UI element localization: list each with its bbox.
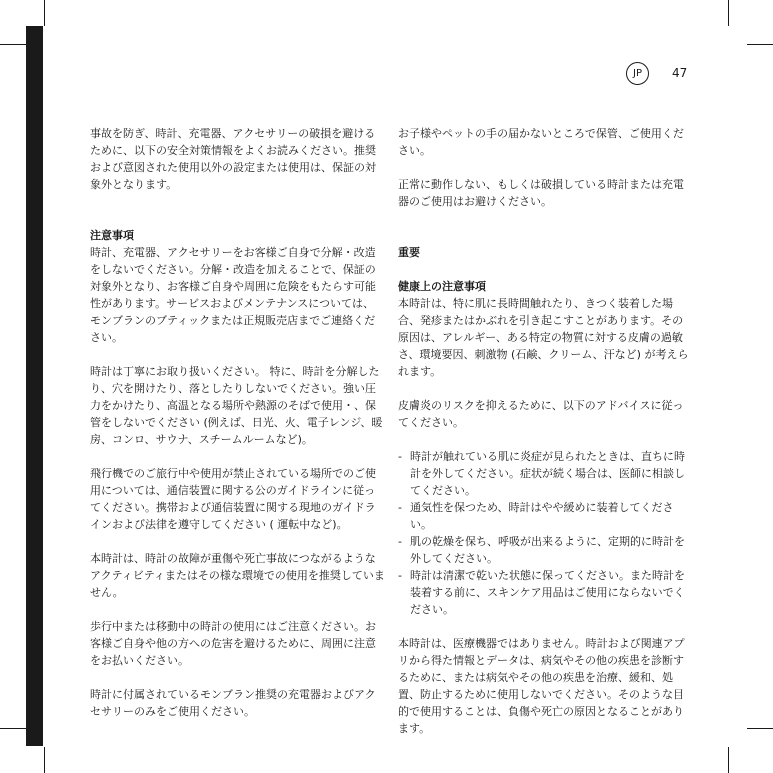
crop-mark-bottom-left-h [0,728,26,729]
spine-bar [26,26,43,746]
crop-mark-top-left-h [0,44,26,45]
caution-heading: 注意事項 [90,229,134,242]
caution-paragraph-3: 飛行機でのご旅行中や使用が禁止されている場所でのご使用については、通信装置に関する公のガイドラインに従ってください。携帯および通信装置に関する現地のガイドラインおよび法律を遵守してください ( 運転中など)。 [90,467,376,531]
crop-mark-top-right-h [747,44,773,45]
right-column [398,125,693,737]
health-paragraph-2: 皮膚炎のリスクを抑えるために、以下のアドバイスに従ってください。 [398,399,684,429]
caution-paragraph-4: 本時計は、時計の故障が重傷や死亡事故につながるようなアクティビティまたはその様な環境での使用を推奨していません。 [90,552,385,599]
medical-paragraph: 本時計は、医療機器ではありません。時計および関連アプリから得た情報とデータは、病気やその他の疾患を診断するために、または病気やその他の疾患を治療、緩和、処置、防止するために使用しないでください。そのような目的で使用することは、負傷や死亡の原因となることがあります。 [398,637,685,735]
important-heading: 重要 [398,246,420,259]
storage-paragraph: お子様やペットの手の届かないところで保管、ご使用ください。 [398,127,684,157]
caution-paragraph-6: 時計に付属されているモンブラン推奨の充電器およびアクセサリーのみをご使用ください。 [90,688,376,718]
language-badge: JP [626,62,649,85]
left-column [90,125,385,720]
crop-mark-top-right-v [728,0,729,26]
caution-paragraph-1: 時計、充電器、アクセサリーをお客様ご自身で分解・改造をしないでください。分解・改造を加えることで、保証の対象外となり、お客様ご自身や周囲に危険をもたらす可能性があります。サービスおよびメンテナンスについては、モンブランのブティックまたは正規販売店までご連絡ください。 [90,246,376,344]
advice-list-item: - 時計は清潔で乾いた状態に保ってください。また時計を装着する前に、スキンケア用品はご使用にならないでください。 [398,567,693,618]
health-paragraph-1: 本時計は、特に肌に長時間触れたり、きつく装着した場合、発疹またはかぶれを引き起こすことがあります。その原因は、アレルギー、ある特定の物質に対する皮膚の過敏さ、環境要因、刺激物 (石鹸、クリーム、汗など) が考えられます。 [398,297,689,378]
intro-paragraph: 事故を防ぎ、時計、充電器、アクセサリーの破損を避けるために、以下の安全対策情報をよくお読みください。推奨および意図された使用以外の設定または使用は、保証の対象外となります。 [90,127,376,191]
advice-list-item: - 通気性を保つため、時計はやや緩めに装着してください。 [398,499,693,533]
crop-mark-bottom-left-v [44,747,45,773]
health-heading: 健康上の注意事項 [398,280,486,293]
caution-paragraph-2: 時計は丁寧にお取り扱いください。 特に、時計を分解したり、穴を開けたり、落としたりしないでください。強い圧力をかけたり、高温となる場所や熱源のそばで使用・、保管をしないでください (例えば、日光、火、電子レンジ、暖房、コンロ、サウナ、スチームルームなど)。 [90,365,383,446]
advice-list [398,448,693,618]
caution-paragraph-5: 歩行中または移動中の時計の使用にはご注意ください。お客様ご自身や他の方への危害を避けるために、周囲に注意をお払いください。 [90,620,376,667]
advice-list-item: - 肌の乾燥を保ち、呼吸が出来るように、定期的に時計を外してください。 [398,533,693,567]
damage-paragraph: 正常に動作しない、もしくは破損している時計または充電器のご使用はお避けください。 [398,178,684,208]
advice-list-item: - 時計が触れている肌に炎症が見られたときは、直ちに時計を外してください。症状が続く場合は、医師に相談してください。 [398,448,693,499]
page-number: 47 [672,66,688,80]
crop-mark-bottom-right-v [728,747,729,773]
crop-mark-top-left-v [44,0,45,26]
crop-mark-bottom-right-h [747,728,773,729]
